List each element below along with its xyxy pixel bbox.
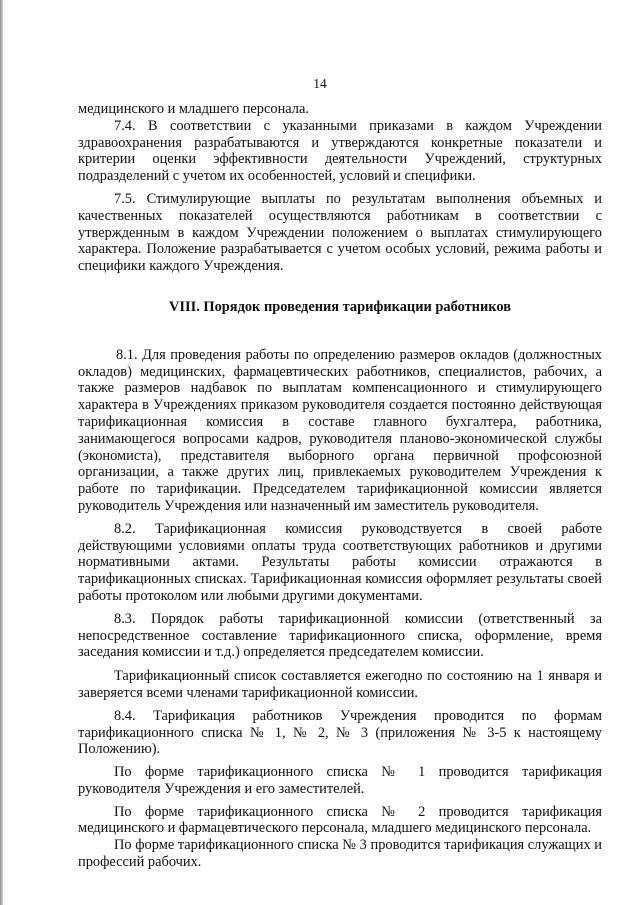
paragraph-7-5: 7.5. Стимулирующие выплаты по результатам выполнения объемных и качественных показателей осуществляются работникам в соответствии с утвержденным в каждом Учреждении положением о выплатах стимулирующего характера. Положение разрабатывается с учетом особых условий, режима работы и специфики каждого Учреждения. [78,190,602,275]
scan-edge [0,0,3,905]
page-number: 14 [313,76,327,91]
paragraph-tarification-list: Тарификационный список составляется ежегодно по состоянию на 1 января и заверяется всеми членами тарификационной комиссии. [78,668,602,701]
paragraph-8-4: 8.4. Тарификация работников Учреждения проводится по формам тарификационного списка № 1, № 2, № 3 (приложения № 3-5 к настоящему Положению). [78,707,602,758]
paragraph-8-1: 8.1. Для проведения работы по определению размеров окладов (должностных окладов) медицинских, фармацевтических работников, специалистов, рабочих, а также размеров надбавок по выплатам компенсационного и стимулирующего характера в Учреждениях приказом руководителя создается постоянно действующая тарификационная комиссия в составе главного бухгалтера, работника, занимающегося вопросами кадров, руководителя планово-экономической службы (экономиста), представителя выборного органа первичной профсоюзной организации, а также других лиц, привлекаемых руководителем Учреждения к работе по тарификации. Председателем тарификационной комиссии является руководитель Учреждения или назначенный им заместитель руководителя. [78,346,602,514]
document-body [78,101,602,871]
paragraph-8-2: 8.2. Тарификационная комиссия руководствуется в своей работе действующими условиями оплаты труда соответствующих работников и другими нормативными актами. Результаты работы комиссии отражаются в тарификационных списках. Тарификационная комиссия оформляет результаты своей работы протоколом или любыми другими документами. [78,520,602,604]
paragraph-form-1: По форме тарификационного списка № 1 проводится тарификация руководителя Учреждения и его заместителей. [78,764,602,797]
section-heading: VIII. Порядок проведения тарификации работников [169,298,511,315]
paragraph-8-3: 8.3. Порядок работы тарификационной комиссии (ответственный за непосредственное составление тарификационного списка, оформление, время заседания комиссии и т.д.) определяется председателем комиссии. [78,610,602,661]
paragraph-form-3: По форме тарификационного списка № 3 проводится тарификация служащих и профессий рабочих. [78,837,602,871]
paragraph-continuation: медицинского и младшего персонала. [78,101,309,117]
paragraph-7-4: 7.4. В соответствии с указанными приказами в каждом Учреждении здравоохранения разрабатываются и утверждаются конкретные показатели и критерии оценки эффективности деятельности Учреждений, структурных подразделений с учетом их особенностей, условий и специфики. [78,117,602,185]
paragraph-form-2: По форме тарификационного списка № 2 проводится тарификация медицинского и фармацевтического персонала, младшего медицинского персонала. [78,803,602,837]
